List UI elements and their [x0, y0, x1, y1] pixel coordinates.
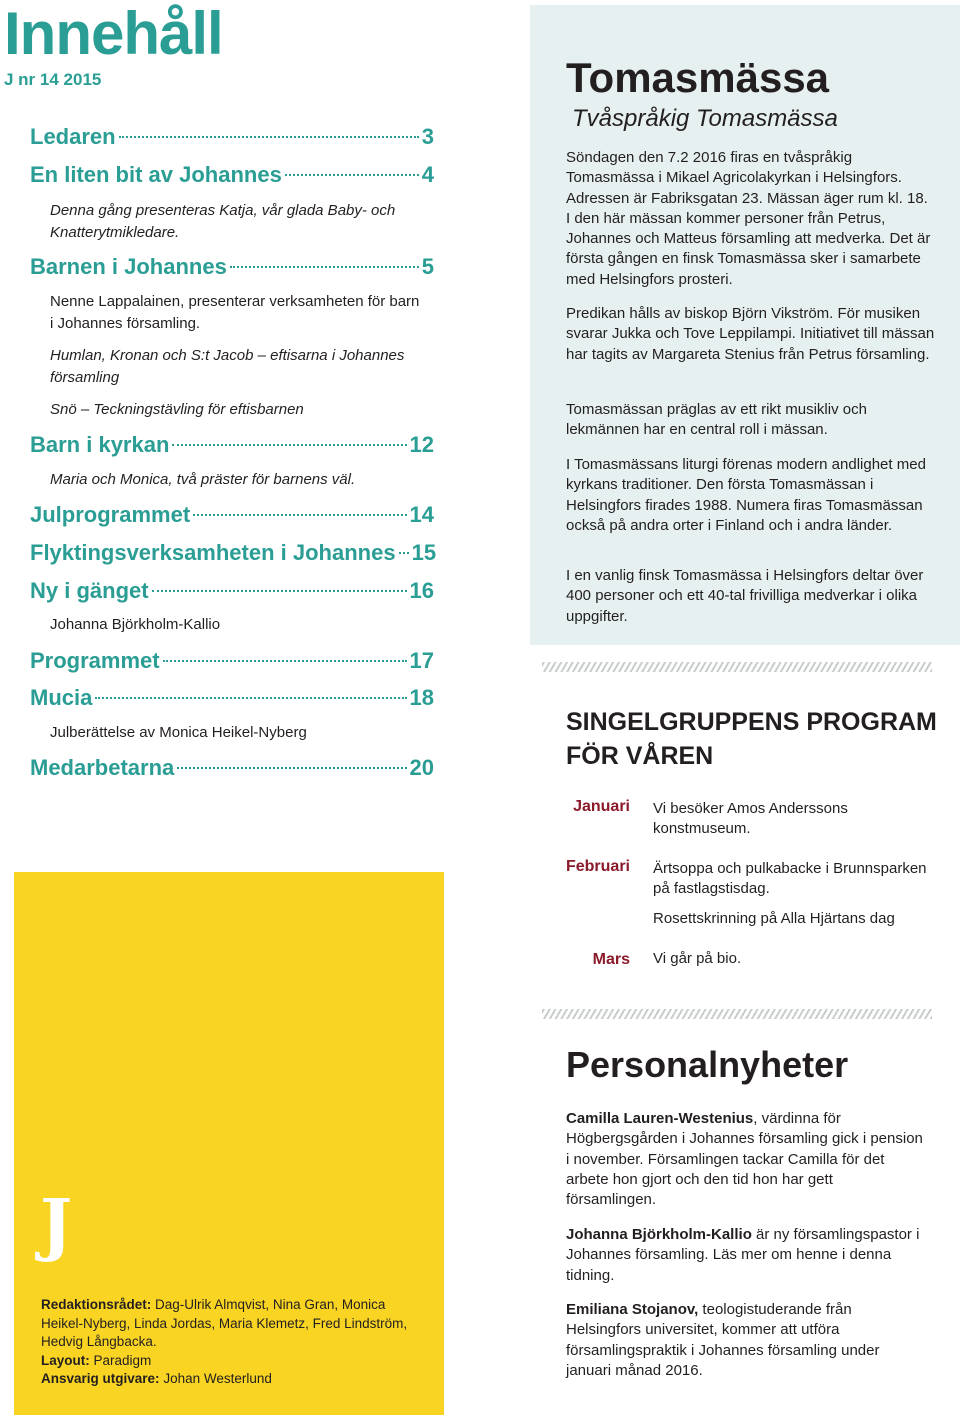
toc-entry-label: Barnen i Johannes [30, 254, 227, 279]
toc-description: Maria och Monica, två präster för barnens väl. [50, 471, 356, 488]
toc-page-number: 3 [421, 124, 434, 149]
toc-dot-leader [152, 590, 407, 592]
credit-label: Layout: [41, 1352, 90, 1368]
toc-entry[interactable] [30, 539, 437, 567]
person-name: Camilla Lauren-Westenius [566, 1110, 754, 1127]
toc-dot-leader [177, 767, 406, 769]
toc-page-number: 16 [409, 578, 434, 603]
month-label: Februari [565, 858, 630, 875]
toc-entry-label: Programmet [30, 648, 160, 673]
toc-entry[interactable] [30, 253, 434, 281]
personnel-news-item [566, 1225, 926, 1286]
editorial-board [41, 1296, 421, 1352]
personalnyheter-title: Personalnyheter [566, 1044, 849, 1085]
toc-entry[interactable] [30, 501, 434, 529]
masthead-credits [41, 1296, 421, 1389]
tomasmassa-paragraph: I en vanlig finsk Tomasmässa i Helsingfors deltar över 400 personer och ett 40-tal frivilliga medverkar i olika uppgifter. [566, 567, 924, 625]
tomasmassa-title: Tomasmässa [566, 54, 830, 101]
layout-credit [41, 1352, 421, 1371]
toc-page-number: 20 [409, 755, 434, 780]
credit-label: Ansvarig utgivare: [41, 1371, 160, 1386]
person-name: Emiliana Stojanov, [566, 1301, 699, 1318]
toc-description: Denna gång presenteras Katja, vår glada Baby- och Knatterytmikledare. [50, 202, 396, 241]
tomasmassa-subtitle: Tvåspråkig Tomasmässa [572, 105, 838, 132]
toc-page-number: 5 [421, 254, 434, 279]
toc-dot-leader [193, 514, 406, 516]
toc-entry-label: En liten bit av Johannes [30, 162, 282, 187]
toc-entry[interactable] [30, 431, 434, 459]
tomasmassa-paragraph: Predikan hålls av biskop Björn Vikström. För musiken svarar Jukka och Tove Leppilampi. Initiativet till mässan har tagits av Margareta Stenius från Petrus församling. [566, 305, 935, 363]
tomasmassa-paragraph: Tomasmässan präglas av ett rikt musikliv och lekmännen har en central roll i mässan. [566, 401, 867, 439]
singel-program-title: SINGELGRUPPENS PROGRAM FÖR VÅREN [566, 708, 937, 770]
toc-entry-label: Ledaren [30, 124, 116, 149]
toc-page-number: 12 [409, 432, 434, 457]
person-text: är ny församlingspastor i Johannes församling. Läs mer om henne i denna tidning. [566, 1226, 920, 1284]
publisher-credit [41, 1370, 421, 1389]
credit-value: Johan Westerlund [163, 1371, 272, 1386]
toc-dot-leader [163, 660, 407, 662]
toc-dot-leader [285, 174, 419, 176]
toc-description: Julberättelse av Monica Heikel-Nyberg [50, 724, 307, 741]
toc-entry-label: Ny i gänget [30, 578, 149, 603]
person-name: Johanna Björkholm-Kallio [566, 1226, 752, 1243]
toc-description: Johanna Björkholm-Kallio [50, 616, 221, 633]
toc-description: Snö – Teckningstävling för eftisbarnen [50, 401, 304, 418]
j-logo: J [40, 1185, 73, 1265]
toc-dot-leader [399, 552, 409, 554]
toc-entry-label: Barn i kyrkan [30, 432, 170, 457]
person-text: teologistuderande från Helsingfors universitet, kommer att utföra församlingspraktik i Johannes församling under januari månad 2016. [566, 1301, 880, 1379]
program-item: Rosettskrinning på Alla Hjärtans dag [653, 910, 895, 927]
toc-entry[interactable] [30, 754, 434, 782]
toc-dot-leader [119, 136, 419, 138]
toc-entry-label: Medarbetarna [30, 755, 175, 780]
issue-number: J nr 14 2015 [4, 70, 102, 89]
toc-dot-leader [172, 444, 406, 446]
program-item: Vi går på bio. [653, 950, 742, 967]
tomasmassa-paragraph: I Tomasmässans liturgi förenas modern andlighet med kyrkans traditioner. Den första Tomasmässan i Helsingfors firades 1988. Numera firas Tomasmässan också på andra orter i Finland och i andra länder. [566, 456, 926, 534]
toc-description: Humlan, Kronan och S:t Jacob – eftisarna i Johannes församling [50, 347, 405, 386]
toc-entry[interactable] [30, 161, 434, 189]
program-item: Vi besöker Amos Anderssons konstmuseum. [653, 800, 848, 837]
hatch-divider [542, 662, 932, 672]
toc-title: Innehåll [4, 0, 223, 67]
program-item: Ärtsoppa och pulkabacke i Brunnsparken på fastlagstisdag. [653, 860, 927, 897]
toc-entry-label: Julprogrammet [30, 502, 191, 527]
personnel-news-item [566, 1109, 926, 1210]
toc-entry-label: Flyktingsverksamheten i Johannes [30, 540, 396, 565]
toc-entry-label: Mucia [30, 685, 93, 710]
toc-page-number: 14 [409, 502, 434, 527]
credit-label: Redaktionsrådet: [41, 1297, 152, 1312]
month-label: Mars [592, 951, 630, 968]
toc-dot-leader [95, 697, 406, 699]
toc-page-number: 4 [421, 162, 434, 187]
credit-value: Dag-Ulrik Almqvist, Nina Gran, Monica Heikel-Nyberg, Linda Jordas, Maria Klemetz, Fred Lindström, Hedvig Långbacka. [41, 1297, 408, 1349]
toc-entry[interactable] [30, 647, 434, 675]
person-text: , värdinna för Högbergsgården i Johannes församling gick i pension i november. Församlingen tackar Camilla för det arbete hon gjort och den tid hon har gett församlingen. [566, 1110, 923, 1209]
tomasmassa-paragraph: Söndagen den 7.2 2016 firas en tvåspråkig Tomasmässa i Mikael Agricolakyrkan i Helsingfors. Adressen är Fabriksgatan 23. Mässan äger rum kl. 18. I den här mässan kommer personer från Petrus, Johannes och Matteus församling att medverka. Det är första gången en finsk Tomasmässa sker i samarbete med Helsingfors prosteri. [566, 149, 931, 288]
hatch-divider [542, 1009, 932, 1019]
toc-page-number: 15 [411, 540, 437, 565]
toc-entry[interactable] [30, 123, 434, 151]
toc-page-number: 18 [409, 685, 434, 710]
month-label: Januari [573, 798, 630, 815]
toc-dot-leader [230, 266, 419, 268]
toc-entry[interactable] [30, 684, 434, 712]
toc-entry[interactable] [30, 577, 434, 605]
credit-value: Paradigm [93, 1352, 152, 1368]
toc-description: Nenne Lappalainen, presenterar verksamheten för barn i Johannes församling. [50, 293, 420, 332]
personnel-news-item [566, 1300, 926, 1381]
toc-page-number: 17 [409, 648, 434, 673]
